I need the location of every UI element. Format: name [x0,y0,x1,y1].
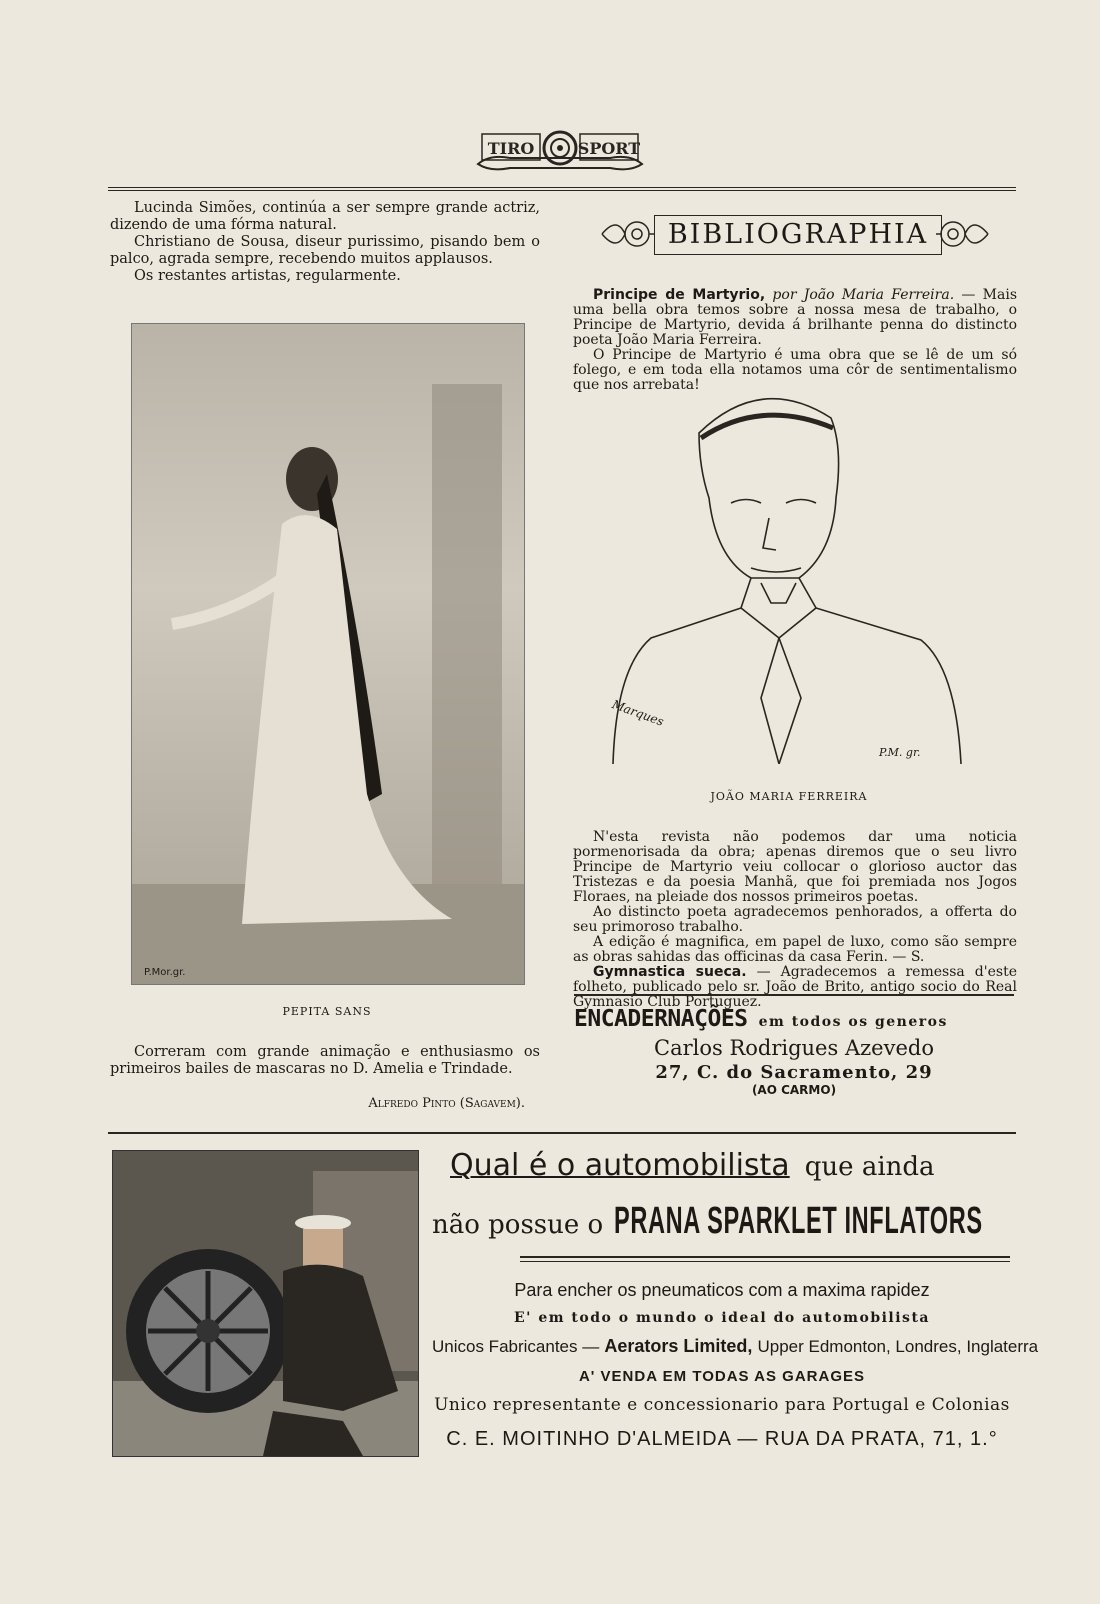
intro-text: — Mais uma bella obra temos sobre a nossa mesa de trabalho, o Principe de Martyrio, devida á brilhante penna do distincto poeta João Maria Ferreira. [573,287,1018,348]
ad-product-rule [520,1256,1010,1262]
ad-headline-line1 [450,1148,935,1183]
ad-name: Carlos Rodrigues Azevedo [654,1036,934,1060]
ad-line6: A' VENDA EM TODAS AS GARAGES [578,1368,866,1385]
bibliographia-heading: BIBLIOGRAPHIA [654,215,942,255]
ad-bookbinding [574,1006,1014,1097]
photo-credit: P.Mor.gr. [144,967,186,978]
paragraph: Correram com grande animação e enthusiasmo os primeiros bailes de mascaras no D. Amelia e Trindade. [110,1044,540,1077]
ad-headline-b: que ainda [804,1152,935,1182]
ad-maker-address: Upper Edmonton, Londres, Inglaterra [757,1337,1039,1356]
ad-maker-prefix: Unicos Fabricantes — [432,1337,600,1356]
portrait-caption: JOÃO MARIA FERREIRA [710,790,868,803]
author-signature: Alfredo Pinto (Sagavem). [368,1096,525,1111]
ad-main-rule [108,1132,1016,1134]
theatre-review-text [110,200,540,285]
photo-caption: PEPITA SANS [282,1005,372,1018]
portrait-signature: Marques [610,697,666,729]
header-rule [108,187,1016,191]
svg-text:TIRO: TIRO [487,139,535,158]
gymnastica-text: — Agradecemos a remessa d'este folheto, publicado pelo sr. João de Brito, antigo socio do Real Gymnasio Club Portuguez. [573,964,1017,1010]
gymnastica-title: Gymnastica sueca. [593,964,747,980]
book-title: Principe de Martyrio, [593,287,766,303]
portrait-engraver: P.M. gr. [879,746,921,759]
book-author: por João Maria Ferreira. [772,287,955,303]
paragraph: Ao distincto poeta agradecemos penhorados, a offerta do seu primoroso trabalho. [573,904,1017,935]
svg-text:SPORT: SPORT [577,139,641,158]
ad-line8: C. E. MOITINHO D'ALMEIDA — RUA DA PRATA, 71, 1.° [446,1428,998,1450]
masthead-logo [470,124,650,176]
photo-pepita-sans [131,323,525,985]
ad-maker [432,1336,1039,1357]
closing-text [110,1044,540,1078]
ad-maker-name: Aerators Limited, [604,1336,753,1356]
paragraph: Lucinda Simões, continúa a ser sempre grande actriz, dizendo de uma fórma natural. [110,200,540,233]
portrait-joao-maria-ferreira [611,378,967,764]
ad-headline-a: Qual é o automobilista [450,1148,790,1183]
ad-line2a: não possue o [432,1210,604,1240]
photo-tyre-inflation [112,1150,419,1457]
paragraph: Os restantes artistas, regularmente. [134,268,401,284]
ad-headline-line2 [432,1200,1100,1243]
ad-line3: Para encher os pneumaticos com a maxima rapidez [514,1280,930,1300]
paragraph: Christiano de Sousa, diseur purissimo, pisando bem o palco, agrada sempre, recebendo muitos applausos. [110,234,540,267]
paragraph: A edição é magnifica, em papel de luxo, como são sempre as obras sahidas das officinas da casa Ferin. — S. [573,934,1017,965]
ad-location: (AO CARMO) [751,1083,837,1097]
ad-product-name: PRANA SPARKLET INFLATORS [614,1200,984,1242]
paragraph: N'esta revista não podemos dar uma noticia pormenorisada da obra; apenas diremos que o seu livro Principe de Martyrio veiu collocar o glorioso auctor das Tristezas e da poesia Manhã, que foi premiada nos Jogos Floraes, na pleiade dos nossos primeiros poetas. [573,829,1017,905]
ad-address: 27, C. do Sacramento, 29 [655,1062,933,1083]
intro-text-2: O Principe de Martyrio é uma obra que se lê de um só folego, e em toda ella notamos uma côr de sentimentalismo que nos arrebata! [573,347,1017,393]
ad-subtitle: em todos os generos [758,1014,948,1030]
bibliographia-body [573,830,1017,1010]
ad-line4: E' em todo o mundo o ideal do automobilista [514,1310,930,1326]
ad-title: ENCADERNAÇÕES [574,1006,748,1032]
ad-separator [574,994,1014,996]
ad-line7: Unico representante e concessionario para Portugal e Colonias [434,1395,1010,1415]
